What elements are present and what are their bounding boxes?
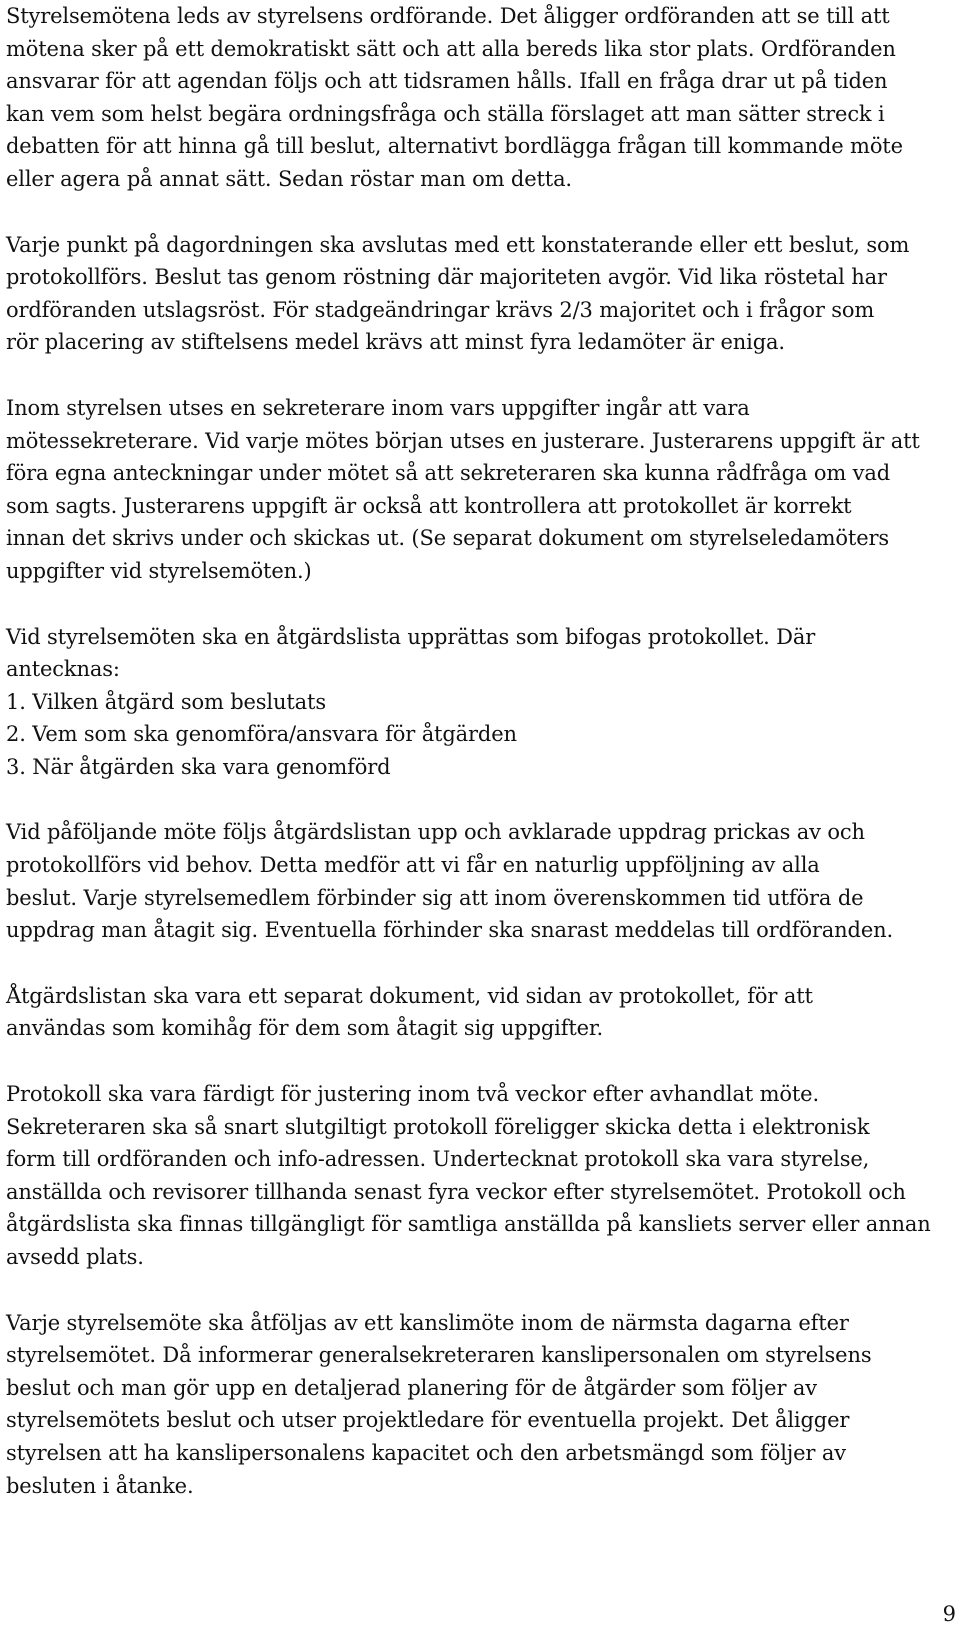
text-line: 3. När åtgärden ska vara genomförd [6, 754, 391, 779]
text-line: Åtgärdslistan ska vara ett separat dokument, vid sidan av protokollet, för att [6, 983, 813, 1008]
text-line: Styrelsemötena leds av styrelsens ordförande. Det åligger ordföranden att se till att [6, 4, 890, 28]
text-line: eller agera på annat sätt. Sedan röstar man om detta. [6, 166, 572, 191]
paragraph [6, 816, 954, 946]
text-line: Vid påföljande möte följs åtgärdslistan upp och avklarade uppdrag prickas av och [6, 820, 865, 845]
text-line: Sekreteraren ska så snart slutgiltigt protokoll föreligger skicka detta i elektronisk [6, 1114, 870, 1139]
text-line: Inom styrelsen utses en sekreterare inom vars uppgifter ingår att vara [6, 395, 750, 420]
text-line: som sagts. Justerarens uppgift är också att kontrollera att protokollet är korrekt [6, 493, 852, 518]
text-line: besluten i åtanke. [6, 1473, 194, 1498]
paragraph [6, 621, 954, 784]
text-line: Varje styrelsemöte ska åtföljas av ett kanslimöte inom de närmsta dagarna efter [6, 1310, 849, 1335]
text-line: åtgärdslista ska finnas tillgängligt för samtliga anställda på kansliets server eller annan [6, 1212, 931, 1237]
text-line: styrelsemötets beslut och utser projektledare för eventuella projekt. Det åligger [6, 1408, 850, 1433]
text-line: föra egna anteckningar under mötet så att sekreteraren ska kunna rådfråga om vad [6, 461, 891, 486]
text-line: Vid styrelsemöten ska en åtgärdslista upprättas som bifogas protokollet. Där [6, 624, 816, 649]
body-text [6, 0, 954, 1535]
text-line: ordföranden utslagsröst. För stadgeändringar krävs 2/3 majoritet och i frågor som [6, 297, 875, 322]
paragraph [6, 980, 954, 1045]
text-line: mötena sker på ett demokratiskt sätt och att alla bereds lika stor plats. Ordföranden [6, 36, 896, 61]
text-line: styrelsen att ha kanslipersonalens kapacitet och den arbetsmängd som följer av [6, 1440, 846, 1465]
paragraph [6, 1307, 954, 1503]
text-line: antecknas: [6, 657, 120, 682]
text-line: innan det skrivs under och skickas ut. (Se separat dokument om styrelseledamöters [6, 526, 890, 551]
text-line: uppgifter vid styrelsemöten.) [6, 558, 312, 583]
text-line: beslut och man gör upp en detaljerad planering för de åtgärder som följer av [6, 1375, 817, 1400]
text-line: mötessekreterare. Vid varje mötes början utses en justerare. Justerarens uppgift är att [6, 428, 920, 453]
text-line: beslut. Varje styrelsemedlem förbinder sig att inom överenskommen tid utföra de [6, 885, 864, 910]
text-line: användas som komihåg för dem som åtagit sig uppgifter. [6, 1016, 604, 1041]
text-line: uppdrag man åtagit sig. Eventuella förhinder ska snarast meddelas till ordföranden. [6, 918, 893, 943]
text-line: 1. Vilken åtgärd som beslutats [6, 689, 326, 714]
text-line: protokollförs vid behov. Detta medför att vi får en naturlig uppföljning av alla [6, 853, 820, 878]
text-line: styrelsemötet. Då informerar generalsekreteraren kanslipersonalen om styrelsens [6, 1343, 872, 1368]
text-line: debatten för att hinna gå till beslut, alternativt bordlägga frågan till kommande möte [6, 134, 903, 159]
text-line: anställda och revisorer tillhanda senast fyra veckor efter styrelsemötet. Protokoll och [6, 1179, 906, 1204]
text-line: rör placering av stiftelsens medel krävs att minst fyra ledamöter är eniga. [6, 330, 785, 355]
paragraph [6, 0, 954, 196]
paragraph [6, 1078, 954, 1274]
paragraph [6, 392, 954, 588]
text-line: Protokoll ska vara färdigt för justering inom två veckor efter avhandlat möte. [6, 1082, 819, 1107]
text-line: ansvarar för att agendan följs och att tidsramen hålls. Ifall en fråga drar ut på tiden [6, 69, 888, 94]
text-line: form till ordföranden och info-adressen. Undertecknat protokoll ska vara styrelse, [6, 1147, 870, 1172]
text-line: 2. Vem som ska genomföra/ansvara för åtgärden [6, 722, 517, 747]
page-number: 9 [942, 1602, 956, 1626]
text-line: protokollförs. Beslut tas genom röstning där majoriteten avgör. Vid lika röstetal har [6, 265, 887, 290]
paragraph-container [6, 0, 954, 1502]
paragraph [6, 229, 954, 359]
text-line: Varje punkt på dagordningen ska avslutas med ett konstaterande eller ett beslut, som [6, 232, 910, 257]
text-line: kan vem som helst begära ordningsfråga och ställa förslaget att man sätter streck i [6, 101, 885, 126]
text-line: avsedd plats. [6, 1245, 144, 1269]
